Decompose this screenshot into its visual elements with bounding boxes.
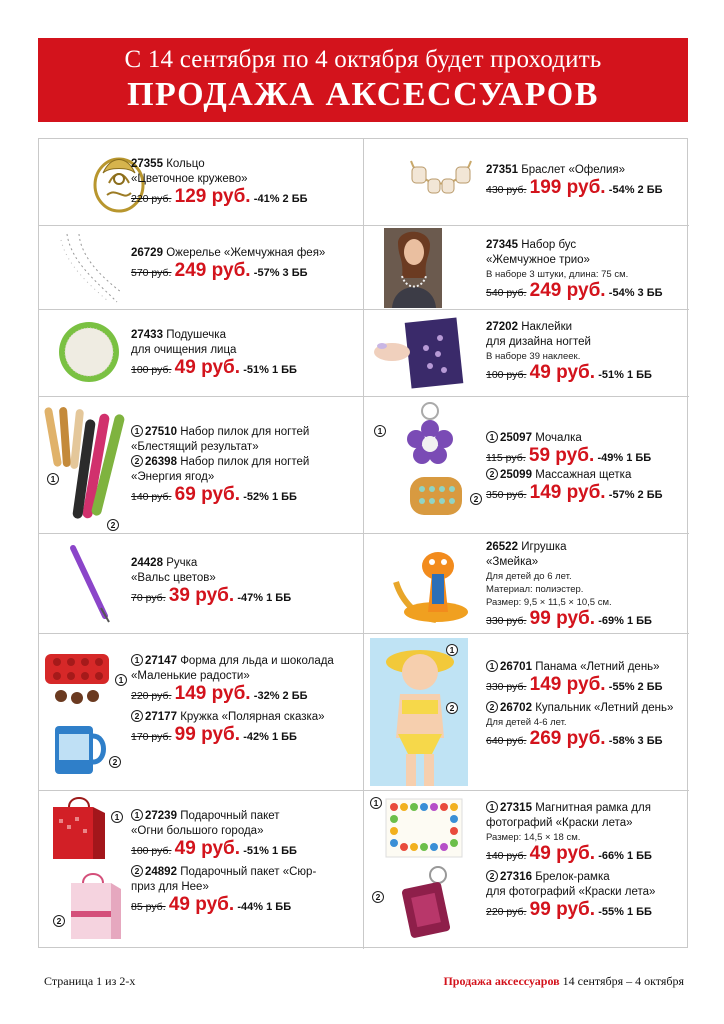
product-bags[interactable] (39, 791, 364, 949)
discount-1: -49% 1 ББ (597, 452, 652, 464)
product-kids[interactable] (364, 634, 689, 791)
sku: 27355 (131, 158, 163, 170)
sku-2: 27177 (145, 711, 177, 723)
old-price: 570 руб. (131, 267, 172, 279)
product-name-2: «Жемчужное трио» (486, 254, 590, 266)
product-note-2: Для детей 4-6 лет. (486, 717, 567, 728)
bag-icon (65, 871, 125, 941)
footer-title (443, 974, 684, 989)
old-price: 220 руб. (131, 193, 172, 205)
pen-text (131, 556, 291, 608)
product-necklace[interactable] (39, 226, 364, 310)
new-price-1: 149 руб. (174, 683, 251, 704)
marker-1: 1 (115, 674, 127, 686)
discount-1: -66% 1 ББ (598, 850, 652, 862)
marker-1-label: 1 (131, 809, 143, 821)
new-price: 69 руб. (174, 484, 241, 505)
old-price-2: 640 руб. (486, 735, 527, 747)
sku-1: 26701 (500, 661, 532, 673)
sku-2: 25099 (500, 469, 532, 481)
new-price: 249 руб. (529, 280, 606, 301)
marker-2: 2 (446, 702, 458, 714)
new-price: 39 руб. (168, 585, 235, 606)
product-name: Наклейки (521, 321, 573, 333)
old-price-2: 170 руб. (131, 731, 172, 743)
product-name-1b: фотографий «Краски лета» (486, 817, 633, 829)
marker-2-label: 2 (131, 865, 143, 877)
old-price: 140 руб. (131, 491, 172, 503)
sponge-text (486, 431, 663, 505)
old-price-2: 220 руб. (486, 906, 527, 918)
new-price-2: 49 руб. (168, 894, 235, 915)
nail-files-icon (43, 403, 131, 523)
product-name-2: для очищения лица (131, 344, 237, 356)
product-name-1b: «Блестящий результат» (131, 441, 259, 453)
product-pen[interactable] (39, 534, 364, 634)
sku: 27345 (486, 239, 518, 251)
marker-1: 1 (111, 811, 123, 823)
discount-2: -44% 1 ББ (237, 901, 292, 913)
new-price: 249 руб. (174, 260, 251, 281)
snake-toy-icon (388, 542, 480, 626)
keychain-icon (400, 865, 456, 941)
marker-2-label: 2 (131, 710, 143, 722)
marker-2-label: 2 (486, 870, 498, 882)
footer-sale-title: Продажа аксессуаров (443, 974, 560, 988)
old-price-2: 85 руб. (131, 901, 166, 913)
old-price: 70 руб. (131, 592, 166, 604)
product-ring[interactable] (39, 139, 364, 226)
marker-1-label: 1 (131, 425, 143, 437)
banner-subtitle: С 14 сентября по 4 октября будет проходить (124, 46, 602, 73)
bracelet-icon (406, 151, 476, 213)
discount: -52% 1 ББ (243, 491, 297, 503)
sku-1: 27315 (500, 802, 532, 814)
marker-1: 1 (370, 797, 382, 809)
marker-2-label: 2 (131, 455, 143, 467)
sku-2: 26702 (500, 702, 532, 714)
sku-1: 27510 (145, 426, 177, 438)
discount-1: -55% 2 ББ (608, 681, 663, 693)
discount: -51% 1 ББ (598, 369, 652, 381)
new-price: 199 руб. (529, 177, 606, 198)
discount-2: -42% 1 ББ (243, 731, 297, 743)
marker-1: 1 (47, 473, 59, 485)
new-price-2: 99 руб. (174, 724, 241, 745)
old-price-1: 100 руб. (131, 845, 172, 857)
old-price: 100 руб. (131, 364, 172, 376)
sku-1: 25097 (500, 432, 532, 444)
product-name-2: Брелок-рамка (535, 871, 610, 883)
product-name-1: Подарочный пакет (180, 810, 280, 822)
old-price-1: 330 руб. (486, 681, 527, 693)
product-name-2: Купальник «Летний день» (535, 702, 674, 714)
discount: -57% 3 ББ (253, 267, 308, 279)
frame-text (486, 801, 655, 922)
product-snake[interactable] (364, 534, 689, 634)
snake-text (486, 540, 652, 631)
page-number: Страница 1 из 2-х (44, 974, 136, 988)
product-name-2: «Змейка» (486, 556, 539, 568)
new-price-1: 59 руб. (528, 445, 595, 466)
product-nail-files[interactable] (39, 397, 364, 534)
new-price-1: 149 руб. (529, 674, 606, 695)
old-price-1: 220 руб. (131, 690, 172, 702)
product-sponge[interactable] (364, 397, 689, 534)
product-name: Браслет «Офелия» (521, 164, 626, 176)
product-note-2: Материал: полиэстер. (486, 584, 584, 595)
sku-1: 27239 (145, 810, 177, 822)
product-name-1: Форма для льда и шоколада (180, 655, 334, 667)
discount-1: -32% 2 ББ (253, 690, 308, 702)
old-price-2: 350 руб. (486, 489, 527, 501)
product-name-1: Магнитная рамка для (535, 802, 651, 814)
sku-2: 26398 (145, 456, 177, 468)
discount: -69% 1 ББ (598, 615, 652, 627)
product-name-2: Кружка «Полярная сказка» (180, 711, 325, 723)
sku: 27351 (486, 164, 518, 176)
product-name-2: Набор пилок для ногтей (180, 456, 310, 468)
product-note-1: Для детей до 6 лет. (486, 571, 572, 582)
marker-1: 1 (446, 644, 458, 656)
product-beads[interactable] (364, 226, 689, 310)
product-pad[interactable] (39, 310, 364, 397)
new-price-2: 99 руб. (529, 899, 596, 920)
discount-2: -55% 1 ББ (598, 906, 652, 918)
sku-2: 24892 (145, 866, 177, 878)
old-price: 540 руб. (486, 287, 527, 299)
sku: 26729 (131, 247, 163, 259)
nail-files-text (131, 425, 309, 507)
new-price-1: 49 руб. (174, 838, 241, 859)
old-price-1: 140 руб. (486, 850, 527, 862)
new-price: 99 руб. (529, 608, 596, 629)
marker-1-label: 1 (486, 660, 498, 672)
discount: -51% 1 ББ (243, 364, 297, 376)
frame-icon (384, 797, 464, 859)
product-name-1: Панама «Летний день» (535, 661, 660, 673)
product-name-2: Массажная щетка (535, 469, 632, 481)
sku-2: 27316 (500, 871, 532, 883)
discount: -54% 3 ББ (608, 287, 663, 299)
new-price-2: 149 руб. (529, 482, 606, 503)
product-name-1: Набор пилок для ногтей (180, 426, 310, 438)
product-stickers[interactable] (364, 310, 689, 397)
marker-2-label: 2 (486, 468, 498, 480)
marker-2: 2 (107, 519, 119, 531)
product-note: В наборе 3 штуки, длина: 75 см. (486, 269, 629, 280)
bracelet-text (486, 163, 663, 200)
marker-2: 2 (470, 493, 482, 505)
new-price-2: 269 руб. (529, 728, 606, 749)
sku: 24428 (131, 557, 163, 569)
product-name-2b: приз для Нее» (131, 881, 209, 893)
discount-2: -58% 3 ББ (608, 735, 663, 747)
discount-2: -57% 2 ББ (608, 489, 663, 501)
product-mold[interactable] (39, 634, 364, 791)
necklace-text (131, 246, 325, 283)
product-name: Игрушка (521, 541, 567, 553)
new-price-1: 49 руб. (529, 843, 596, 864)
beads-photo (384, 228, 442, 308)
necklace-icon (57, 232, 127, 304)
mold-text (131, 654, 334, 747)
marker-1: 1 (374, 425, 386, 437)
product-name: Подушечка (166, 329, 226, 341)
marker-1-label: 1 (486, 431, 498, 443)
product-name-2: «Цветочное кружево» (131, 173, 248, 185)
product-note-1: Размер: 14,5 × 18 см. (486, 832, 581, 843)
new-price: 129 руб. (174, 186, 251, 207)
old-price-1: 115 руб. (486, 452, 526, 464)
marker-1-label: 1 (486, 801, 498, 813)
bags-text (131, 809, 316, 917)
product-name-1: Мочалка (535, 432, 582, 444)
brush-icon (408, 471, 466, 519)
stickers-text (486, 320, 652, 385)
product-name-2b: для фотографий «Краски лета» (486, 886, 656, 898)
mug-icon (51, 720, 109, 778)
stickers-icon (370, 314, 482, 392)
header-banner (38, 38, 688, 122)
product-name-2: «Вальс цветов» (131, 572, 216, 584)
product-bracelet[interactable] (364, 139, 689, 226)
product-note: В наборе 39 наклеек. (486, 351, 581, 362)
product-grid (38, 138, 688, 948)
product-name: Кольцо (166, 158, 205, 170)
discount-1: -51% 1 ББ (243, 845, 297, 857)
product-name-2: для дизайна ногтей (486, 336, 591, 348)
sponge-icon (402, 401, 458, 469)
new-price: 49 руб. (174, 357, 241, 378)
old-price: 430 руб. (486, 184, 527, 196)
footer-dates: 14 сентября – 4 октября (562, 974, 684, 988)
beads-text (486, 238, 663, 303)
mold-icon (43, 648, 113, 710)
product-name: Ручка (166, 557, 198, 569)
product-name: Ожерелье «Жемчужная фея» (166, 247, 326, 259)
pen-icon (65, 544, 113, 624)
old-price: 100 руб. (486, 369, 527, 381)
discount: -47% 1 ББ (237, 592, 292, 604)
product-name-2: Подарочный пакет «Сюр- (180, 866, 317, 878)
banner-title: ПРОДАЖА АКСЕССУАРОВ (127, 76, 599, 113)
discount: -54% 2 ББ (608, 184, 663, 196)
product-name: Набор бус (521, 239, 577, 251)
sku: 26522 (486, 541, 518, 553)
sku: 27433 (131, 329, 163, 341)
ring-text (131, 157, 308, 209)
product-name-1b: «Маленькие радости» (131, 670, 250, 682)
kids-text (486, 660, 673, 751)
sku: 27202 (486, 321, 518, 333)
marker-2: 2 (53, 915, 65, 927)
product-name-2b: «Энергия ягод» (131, 471, 215, 483)
marker-2: 2 (109, 756, 121, 768)
product-frame[interactable] (364, 791, 689, 949)
product-name-1b: «Огни большого города» (131, 825, 264, 837)
bag-icon (49, 795, 109, 861)
discount: -41% 2 ББ (253, 193, 308, 205)
marker-1-label: 1 (131, 654, 143, 666)
marker-2-label: 2 (486, 701, 498, 713)
pad-text (131, 328, 297, 380)
sku-1: 27147 (145, 655, 177, 667)
marker-2: 2 (372, 891, 384, 903)
pad-icon (57, 320, 121, 384)
old-price: 330 руб. (486, 615, 527, 627)
product-note-3: Размер: 9,5 × 11,5 × 10,5 см. (486, 597, 612, 608)
new-price: 49 руб. (529, 362, 596, 383)
